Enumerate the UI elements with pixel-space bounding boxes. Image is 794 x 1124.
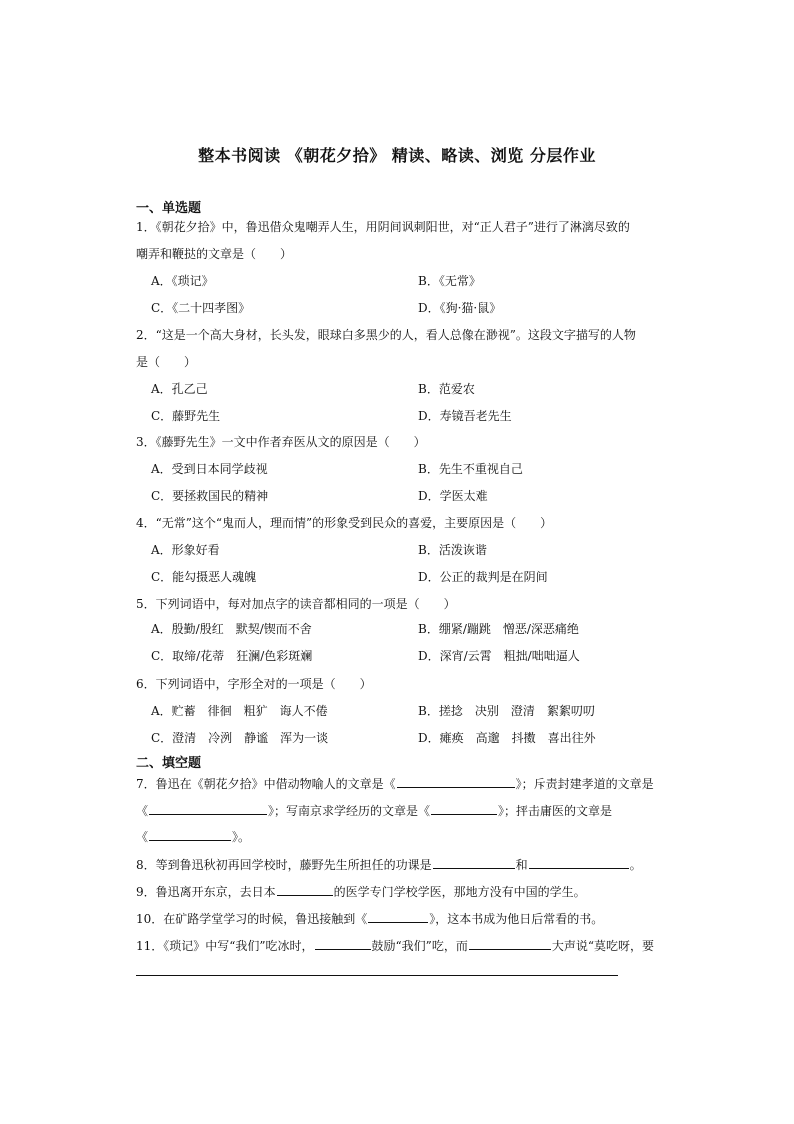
question-7-text-6: 《: [136, 830, 149, 844]
question-4-option-d: D．公正的裁判是在阴间: [418, 570, 548, 584]
question-3-option-a: A．受到日本同学歧视: [151, 462, 268, 476]
question-7-blank-1[interactable]: [397, 775, 515, 788]
question-7-text-2: 》；斥责封建孝道的文章是: [515, 777, 654, 791]
question-3-option-c: C．要拯救国民的精神: [151, 489, 269, 503]
question-2-stem-cont: 是（ ）: [136, 355, 197, 369]
question-5-option-c: C．取缔/花蒂 狂澜/色彩斑斓: [151, 649, 313, 663]
question-4-stem: 4．“无常”这个“鬼而人，理而情”的形象受到民众的喜爱，主要原因是（ ）: [136, 516, 553, 530]
question-7-text-3: 《: [136, 804, 149, 818]
question-2-option-a: A．孔乙己: [151, 382, 208, 396]
question-11-blank-1[interactable]: [315, 937, 371, 950]
question-7-text-1: 7．鲁迅在《朝花夕拾》中借动物喻人的文章是《: [136, 777, 396, 791]
question-9-line: [136, 883, 666, 900]
question-2-option-b: B．范爱农: [418, 382, 475, 396]
question-8-text-3: 。: [629, 858, 642, 872]
question-4-option-a: A．形象好看: [151, 543, 220, 557]
page-title: 整本书阅读 《朝花夕拾》 精读、略读、浏览 分层作业: [198, 146, 596, 165]
question-8-line: [136, 856, 666, 873]
question-11-text-3: 大声说“莫吃呀，要: [551, 939, 654, 953]
question-5-stem: 5．下列词语中，每对加点字的读音都相同的一项是（ ）: [136, 597, 456, 611]
question-8-text-2: 和: [515, 858, 528, 872]
question-1-option-c: C．《二十四孝图》: [151, 301, 251, 315]
question-6-option-b: B．搓捻 决别 澄清 絮絮叨叨: [418, 704, 595, 718]
question-1-stem: 1．《朝花夕拾》中，鲁迅借众鬼嘲弄人生，用阴间讽刺阳世，对“正人君子”进行了淋漓尽致的: [136, 220, 630, 234]
question-11-blank-2[interactable]: [469, 937, 551, 950]
question-11-line: [136, 937, 666, 954]
question-6-stem: 6．下列词语中，字形全对的一项是（ ）: [136, 677, 372, 691]
question-8-blank-1[interactable]: [433, 856, 515, 869]
question-9-text-2: 的医学专门学校学医，那地方没有中国的学生。: [333, 885, 586, 899]
section-fill-in: 二、填空题: [136, 756, 202, 771]
question-10-text-1: 10．在矿路学堂学习的时候，鲁迅接触到《: [136, 912, 368, 926]
question-9-text-1: 9．鲁迅离开东京，去日本: [136, 885, 276, 899]
question-3-stem: 3．《藤野先生》一文中作者弃医从文的原因是（ ）: [136, 435, 426, 449]
question-2-option-d: D．寿镜吾老先生: [418, 409, 512, 423]
question-7-line-3: [136, 828, 666, 845]
question-8-text-1: 8．等到鲁迅秋初再回学校时，藤野先生所担任的功课是: [136, 858, 432, 872]
question-7-blank-4[interactable]: [149, 828, 231, 841]
question-5-option-b: B．绷紧/蹦跳 憎恶/深恶痛绝: [418, 622, 579, 636]
question-9-blank-1[interactable]: [277, 883, 333, 896]
question-3-option-b: B．先生不重视自己: [418, 462, 523, 476]
question-7-text-7: 》。: [232, 830, 251, 844]
question-11-text-2: 鼓励“我们”吃，而: [371, 939, 468, 953]
question-3-option-d: D．学医太难: [418, 489, 488, 503]
question-7-blank-2[interactable]: [149, 802, 267, 815]
question-1-option-d: D．《狗·猫·鼠》: [418, 301, 502, 315]
section-single-choice: 一、单选题: [136, 201, 202, 216]
question-1-option-b: B．《无常》: [418, 274, 481, 288]
question-6-option-c: C．澄清 冷洌 静谧 浑为一谈: [151, 731, 329, 745]
question-4-option-b: B．活泼诙谐: [418, 543, 487, 557]
question-5-option-d: D．深宵/云霄 粗拙/咄咄逼人: [418, 649, 580, 663]
question-10-text-2: 》，这本书成为他日后常看的书。: [429, 912, 604, 926]
question-2-stem: 2．“这是一个高大身材，长头发，眼球白多黑少的人，看人总像在渺视”。这段文字描写的人物: [136, 328, 636, 342]
question-7-blank-3[interactable]: [431, 802, 497, 815]
question-8-blank-2[interactable]: [529, 856, 629, 869]
question-7-text-5: 》；抨击庸医的文章是: [498, 804, 613, 818]
question-6-option-a: A．贮蓄 徘徊 粗犷 诲人不倦: [151, 704, 328, 718]
question-6-option-d: D．瘫痪 高邈 抖擞 喜出往外: [418, 731, 596, 745]
question-10-blank-1[interactable]: [368, 910, 428, 923]
question-7-line-1: [136, 775, 666, 792]
question-4-option-c: C．能勾摄恶人魂魄: [151, 570, 257, 584]
question-1-stem-cont: 嘲弄和鞭挞的文章是（ ）: [136, 247, 293, 261]
question-7-line-2: [136, 802, 666, 819]
question-7-text-4: 》；写南京求学经历的文章是《: [268, 804, 431, 818]
question-2-option-c: C．藤野先生: [151, 409, 221, 423]
question-5-option-a: A．殷勤/殷红 默契/锲而不舍: [151, 622, 312, 636]
question-10-line: [136, 910, 666, 927]
question-1-option-a: A．《琐记》: [151, 274, 214, 288]
question-11-text-1: 11．《琐记》中写“我们”吃冰时，: [136, 939, 314, 953]
question-11-answer-line[interactable]: [136, 975, 618, 976]
